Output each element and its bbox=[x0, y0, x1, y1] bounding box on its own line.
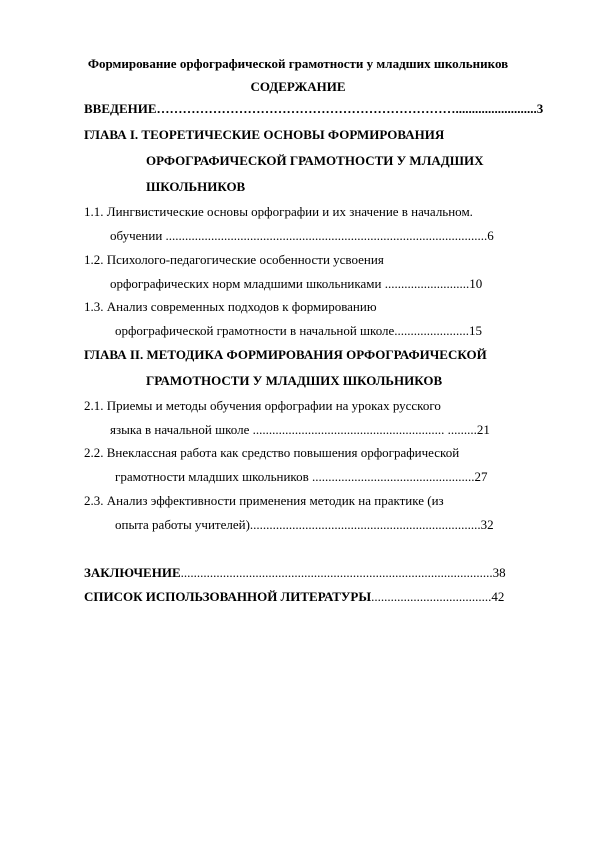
toc-chapter-1-line-1: ГЛАВА I. ТЕОРЕТИЧЕСКИЕ ОСНОВЫ ФОРМИРОВАНИЯ bbox=[84, 127, 445, 142]
toc-conclusion-leader: ................................................................................................38 bbox=[180, 565, 506, 580]
toc-section-1-2-line-2: орфографических норм младшими школьниками ..........................10 bbox=[110, 276, 483, 291]
toc-section-2-2-line-2: грамотности младших школьников ..................................................27 bbox=[115, 469, 488, 484]
toc-chapter-2-line-2: ГРАМОТНОСТИ У МЛАДШИХ ШКОЛЬНИКОВ bbox=[146, 373, 443, 388]
toc-chapter-2-line-1: ГЛАВА II. МЕТОДИКА ФОРМИРОВАНИЯ ОРФОГРАФИЧЕСКОЙ bbox=[84, 347, 487, 362]
toc-section-1-1-line-2: обучении ...................................................................................................6 bbox=[110, 228, 494, 243]
toc-section-2-1-line-2: языка в начальной школе ........................................................... .........21 bbox=[110, 422, 490, 437]
toc-chapter-1-line-3: ШКОЛЬНИКОВ bbox=[146, 179, 246, 194]
toc-references-leader: .....................................42 bbox=[371, 589, 505, 604]
toc-section-2-3-line-2: опыта работы учителей).......................................................................32 bbox=[115, 517, 494, 532]
toc-section-2-1-line-1: 2.1. Приемы и методы обучения орфографии на уроках русского bbox=[84, 398, 441, 413]
toc-section-1-1-line-1: 1.1. Лингвистические основы орфографии и их значение в начальном. bbox=[84, 204, 473, 219]
toc-section-2-2-line-1: 2.2. Внеклассная работа как средство повышения орфографической bbox=[84, 445, 460, 460]
toc-section-1-3-line-1: 1.3. Анализ современных подходов к формированию bbox=[84, 299, 377, 314]
toc-entry-conclusion bbox=[84, 565, 506, 581]
toc-chapter-1-line-2: ОРФОГРАФИЧЕСКОЙ ГРАМОТНОСТИ У МЛАДШИХ bbox=[146, 153, 484, 168]
toc-section-2-3-line-1: 2.3. Анализ эффективности применения методик на практике (из bbox=[84, 493, 444, 508]
toc-section-1-2-line-1: 1.2. Психолого-педагогические особенности усвоения bbox=[84, 252, 384, 267]
toc-entry-references bbox=[84, 589, 504, 605]
contents-heading: СОДЕРЖАНИЕ bbox=[250, 79, 346, 94]
document-title: Формирование орфографической грамотности у младших школьников bbox=[87, 56, 509, 71]
toc-section-1-3-line-2: орфографической грамотности в начальной школе.......................15 bbox=[115, 323, 483, 338]
toc-references-label: СПИСОК ИСПОЛЬЗОВАННОЙ ЛИТЕРАТУРЫ bbox=[84, 589, 372, 604]
toc-entry-introduction: ВВЕДЕНИЕ…………………………………………………………….........................3 bbox=[84, 101, 544, 116]
toc-conclusion-label: ЗАКЛЮЧЕНИЕ bbox=[84, 565, 181, 580]
